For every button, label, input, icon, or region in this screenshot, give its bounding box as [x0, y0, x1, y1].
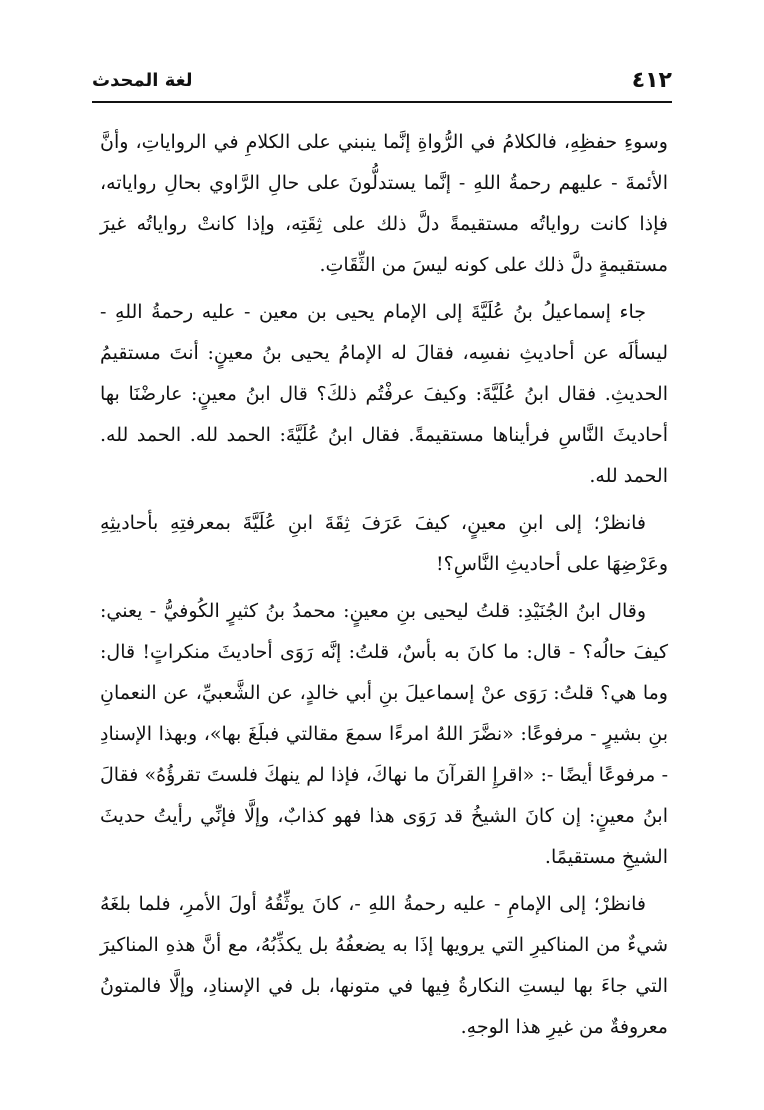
paragraph-4: وقال ابنُ الجُنَيْدِ: قلتُ ليحيى بنِ معينٍ: محمدُ بنُ كثيرٍ الكُوفيُّ - يعني: كيفَ حالُه؟ - قال: ما كانَ به بأسٌ، قلتُ: إنَّه رَوَى أحاديثَ منكراتٍ! قال: وما هي؟ قلتُ: رَوَى عنْ إسماعيلَ بنِ أبي خالدٍ، عن الشَّعبيِّ، عن النعمانِ بنِ بشيرٍ - مرفوعًا: «نضَّرَ اللهُ امرءًا سمعَ مقالتي فبلَغَ بها»، وبهذا الإسنادِ - مرفوعًا أيضًا -: «اقرإِ القرآنَ ما نهاكَ، فإذا لم ينهكَ فلستَ تقرؤُهُ» فقالَ ابنُ معينٍ: إن كانَ الشيخُ قد رَوَى هذا فهو كذابٌ، وإلَّا فإنِّي رأيتُ حديثَ الشيخِ مستقيمًا. — [100, 600, 669, 868]
page-header — [92, 60, 672, 100]
paragraph-2: جاء إسماعيلُ بنُ عُلَيَّةَ إلى الإمام يحيى بن معين - عليه رحمةُ اللهِ - ليسألَه عن أحاديثِ نفسِه، فقالَ له الإمامُ يحيى بنُ معينٍ: أنتَ مستقيمُ الحديثِ. فقال ابنُ عُلَيَّةَ: وكيفَ عرفْتُم ذلكَ؟ قال ابنُ معينٍ: عارضْنَا بها أحاديثَ النَّاسِ فرأيناها مستقيمةً. فقال ابنُ عُلَيَّةَ: الحمد لله. الحمد لله. الحمد لله. — [100, 301, 668, 487]
body-text — [100, 122, 668, 1054]
paragraph-3: فانظرْ؛ إلى ابنِ معينٍ، كيفَ عَرَفَ ثِقَةَ ابنِ عُلَيَّةَ بمعرفتِهِ بأحاديثِهِ وعَرْضِهَا على أحاديثِ النَّاسِ؟! — [100, 512, 668, 575]
header-rule — [92, 101, 672, 103]
page-number: ٤١٢ — [631, 67, 672, 93]
running-title: لغة المحدث — [92, 69, 193, 91]
paragraph-5: فانظرْ؛ إلى الإمامِ - عليه رحمةُ اللهِ -، كانَ يوثِّقُهُ أولَ الأمرِ، فلما بلغَهُ شيءٌ من المناكيرِ التي يرويها إذَا به يضعفُهُ بل يكذِّبُهُ، مع أنَّ هذهِ المناكيرَ التي جاءَ بها ليستِ النكارةُ فِيها في متونها، بل في الإسنادِ، وإلَّا فالمتونُ معروفةٌ من غيرِ هذا الوجهِ. — [100, 893, 668, 1038]
paragraph-1: وسوءِ حفظِهِ، فالكلامُ في الرُّواةِ إنَّما ينبني على الكلامِ في الرواياتِ، وأنَّ الأئمةَ - عليهم رحمةُ اللهِ - إنَّما يستدلُّونَ على حالِ الرَّاوي بحالِ رواياته، فإذا كانت رواياتُه مستقيمةً دلَّ ذلك على ثِقَتِه، وإذا كانتْ رواياتُه غيرَ مستقيمةٍ دلَّ ذلك على كونه ليسَ من الثِّقَاتِ. — [100, 131, 668, 276]
